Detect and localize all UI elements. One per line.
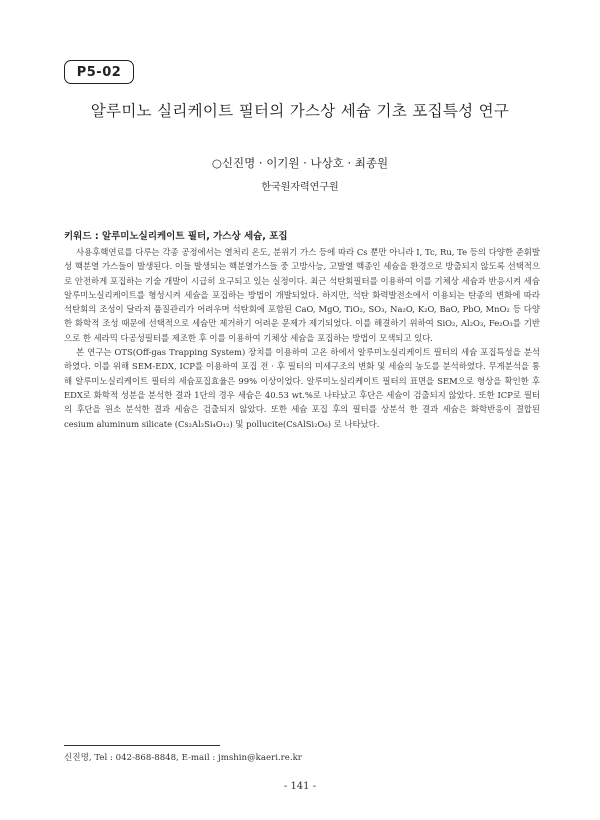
abstract-paragraph: 사용후핵연료를 다루는 각종 공정에서는 열처리 온도, 분위기 가스 등에 따라 Cs 뿐만 아니라 I, Tc, Ru, Te 등의 다양한 준휘발성 핵분열 가스들이 발생된다. 이들 발생되는 핵분열가스들 중 고방사능, 고발열 핵종인 세슘을 환경으로 방출되지 않도록 선택적으로 안전하게 포집하는 기술 개발이 시급히 요구되고 있는 실정이다. 최근 석탄회필터를 이용하여 이를 기체상 세슘과 반응시켜 세슘알루미노실리케이트를 형성시켜 세슘을 포집하는 방법이 개발되었다. 하지만, 석탄 화력발전소에서 이용되는 탄종의 변화에 따라 석탄회의 조성이 달라져 품질관리가 어려우며 석탄회에 포함된 CaO, MgO, TiO₂, SO₃, Na₂O, K₂O, BaO, PbO, MnO₂ 등 다양한 화학적 조성 때문에 선택적으로 세슘만 제거하기 어려운 문제가 제기되었다. 이를 해결하기 위하여 SiO₂, Al₂O₃, Fe₂O₃를 기반으로 한 세라믹 다공성필터를 제조한 후 이를 이용하여 기체상 세슘을 포집하는 방법이 모색되고 있다.	[64, 247, 540, 343]
abstract-paragraph: 본 연구는 OTS(Off-gas Trapping System) 장치를 이용하여 고온 하에서 알루미노실리케이트 필터의 세슘 포집특성을 분석하였다. 이를 위해 SEM-EDX, ICP를 이용하여 포집 전 · 후 필터의 미세구조의 변화 및 세슘의 농도를 분석하였다. 무게분석을 통해 알루미노실리케이트 필터의 세슘포집효율은 99% 이상이었다. 알루미노실리케이트 필터의 표면을 SEM으로 형상을 확인한 후 EDX로 화학적 성분을 분석한 결과 1단의 경우 세슘은 40.53 wt.%로 나타났고 후단은 세슘이 검출되지 않았다. 또한 ICP로 필터의 후단을 원소 분석한 결과 세슘은 검출되지 않았다. 또한 세슘 포집 후의 필터를 상분석 한 결과 세슘은 화학반응이 결합된 cesium aluminum silicate (Cs₂Al₂Si₄O₁₂) 및 pollucite(CsAlSi₂O₆) 로 나타났다.	[64, 347, 540, 429]
paper-title: 알루미노 실리케이트 필터의 가스상 세슘 기초 포집특성 연구	[90, 102, 510, 120]
footnote-rule	[64, 745, 220, 746]
session-code-badge: P5-02	[64, 60, 134, 84]
abstract-body	[64, 245, 540, 431]
keywords: 키워드 : 알루미노실리케이트 필터, 가스상 세슘, 포집	[64, 231, 288, 242]
footnote-contact: 신진명, Tel : 042-868-8848, E-mail : jmshin@kaeri.re.kr	[64, 753, 302, 763]
page-number: - 141 -	[283, 781, 317, 792]
affiliation: 한국원자력연구원	[261, 182, 339, 193]
author-list: ○신진명 · 이기원 · 나상호 · 최종원	[211, 156, 389, 170]
